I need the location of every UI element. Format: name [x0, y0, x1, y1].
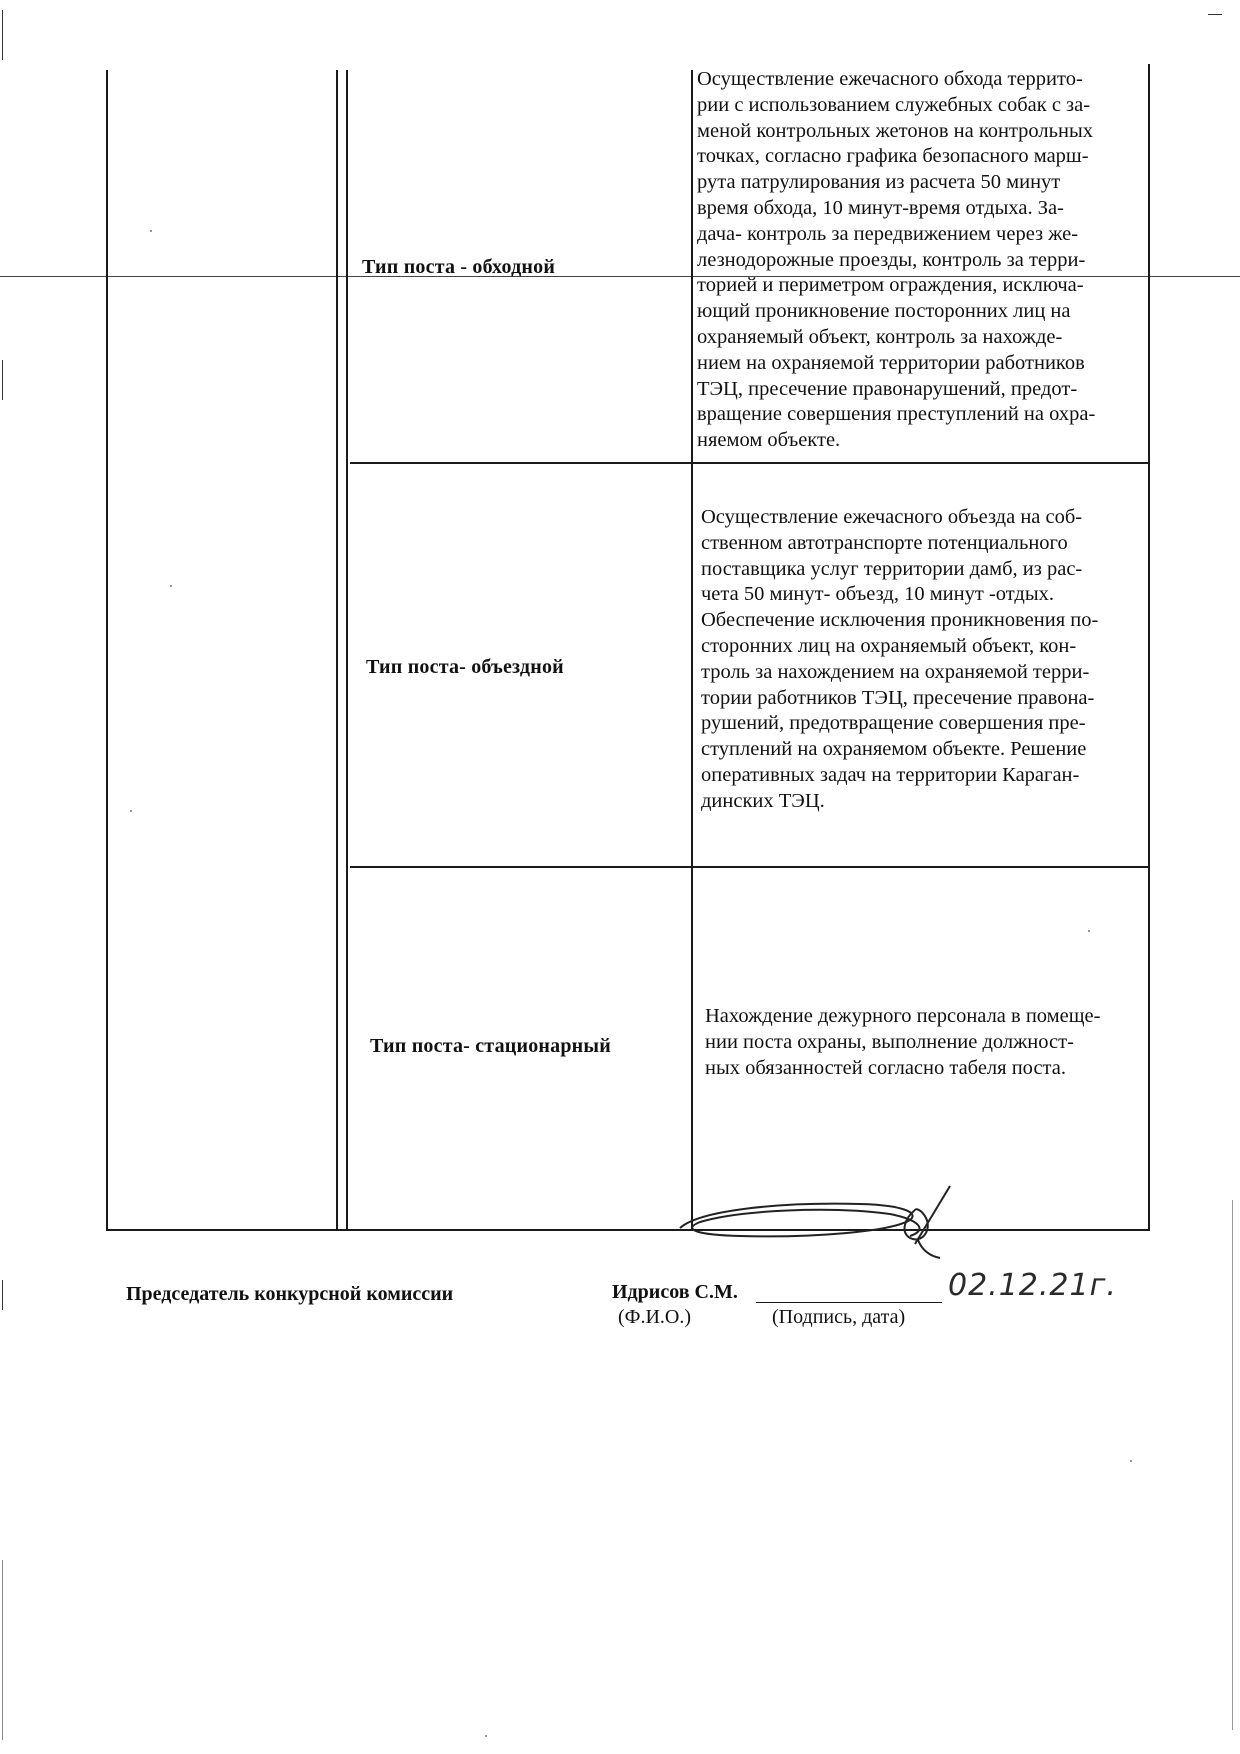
- description-line: рии с использованием служебных собак с за-: [697, 93, 1091, 116]
- description-line: ных обязанностей согласно табеля поста.: [705, 1056, 1066, 1079]
- chair-name: Идрисов С.М.: [612, 1281, 738, 1303]
- signature-line: [756, 1302, 942, 1303]
- description-line: торией и периметром ограждения, исключа-: [697, 274, 1084, 297]
- description-line: дача- контроль за передвижением через же-: [697, 222, 1079, 245]
- commission-chair-label: Председатель конкурсной комиссии: [126, 1283, 454, 1305]
- description-line: Осуществление ежечасного объезда на соб-: [701, 506, 1083, 528]
- description-line: ственном автотранспорте потенциального: [701, 531, 1068, 554]
- description-line: рушений, предотвращение совершения пре-: [701, 712, 1086, 735]
- handwritten-signature: [660, 1180, 980, 1280]
- description-line: лезнодорожные проезды, контроль за терри-: [697, 248, 1086, 271]
- scan-margin-mark: [2, 10, 3, 60]
- description-line: Осуществление ежечасного обхода террито-: [697, 68, 1083, 90]
- description-line: сторонних лиц на охраняемый объект, кон-: [701, 634, 1077, 657]
- row-divider: [350, 866, 1150, 868]
- description-line: тории работников ТЭЦ, пресечение правона-: [701, 686, 1095, 709]
- description-line: поставщика услуг территории дамб, из рас-: [701, 557, 1083, 580]
- description-line: точках, согласно графика безопасного марш-: [697, 145, 1089, 168]
- handwritten-date: 02.12.21г.: [948, 1268, 1117, 1303]
- name-caption: (Ф.И.О.): [618, 1306, 692, 1328]
- post-type-label: Тип поста- объездной: [366, 656, 564, 678]
- description-line: няемом объекте.: [697, 429, 841, 452]
- post-description: [701, 505, 1149, 815]
- description-line: ющий проникновение посторонних лиц на: [697, 300, 1071, 323]
- description-line: вращение совершения преступлений на охра-: [697, 403, 1096, 426]
- table-divider-3: [691, 70, 693, 1230]
- post-description: [705, 1004, 1149, 1081]
- table-border-left: [106, 70, 108, 1230]
- signature-caption: (Подпись, дата): [772, 1306, 906, 1328]
- description-line: динских ТЭЦ.: [701, 789, 825, 812]
- description-line: нием на охраняемой территории работников: [697, 351, 1085, 374]
- table-divider-1: [336, 70, 338, 1230]
- scan-speck: [130, 810, 132, 812]
- description-line: ступлений на охраняемом объекте. Решение: [701, 738, 1087, 761]
- description-line: меной контрольных жетонов на контрольных: [697, 119, 1093, 142]
- post-type-label: Тип поста - обходной: [362, 256, 556, 278]
- scan-speck: [170, 585, 172, 587]
- table-divider-2: [346, 70, 348, 1230]
- description-line: охраняемый объект, контроль за нахожде-: [697, 325, 1063, 348]
- description-line: нии поста охраны, выполнение должност-: [705, 1030, 1074, 1053]
- scan-speck: [485, 1735, 487, 1737]
- table-border-bottom: [106, 1229, 1150, 1231]
- description-line: время обхода, 10 минут-время отдыха. За-: [697, 196, 1064, 219]
- scan-margin-mark: [2, 1560, 3, 1740]
- scan-speck: [1130, 1460, 1132, 1462]
- description-line: ТЭЦ, пресечение правонарушений, предот-: [697, 377, 1078, 400]
- scan-margin-mark: [2, 1280, 3, 1310]
- description-line: рута патрулирования из расчета 50 минут: [697, 171, 1061, 194]
- description-line: троль за нахождением на охраняемой терри-: [701, 660, 1090, 683]
- description-line: Нахождение дежурного персонала в помеще-: [705, 1005, 1101, 1027]
- scan-margin-mark: [1208, 14, 1222, 15]
- description-line: оперативных задач на территории Караган-: [701, 763, 1080, 786]
- scan-speck: [150, 230, 152, 232]
- post-type-label: Тип поста- стационарный: [370, 1035, 611, 1057]
- description-line: чета 50 минут- объезд, 10 минут -отдых.: [701, 583, 1055, 606]
- description-line: Обеспечение исключения проникновения по-: [701, 609, 1099, 632]
- scan-margin-mark: [1232, 1200, 1233, 1730]
- row-divider: [350, 462, 1150, 464]
- scan-margin-mark: [2, 360, 3, 400]
- scan-speck: [1088, 930, 1090, 932]
- post-description: [697, 67, 1147, 454]
